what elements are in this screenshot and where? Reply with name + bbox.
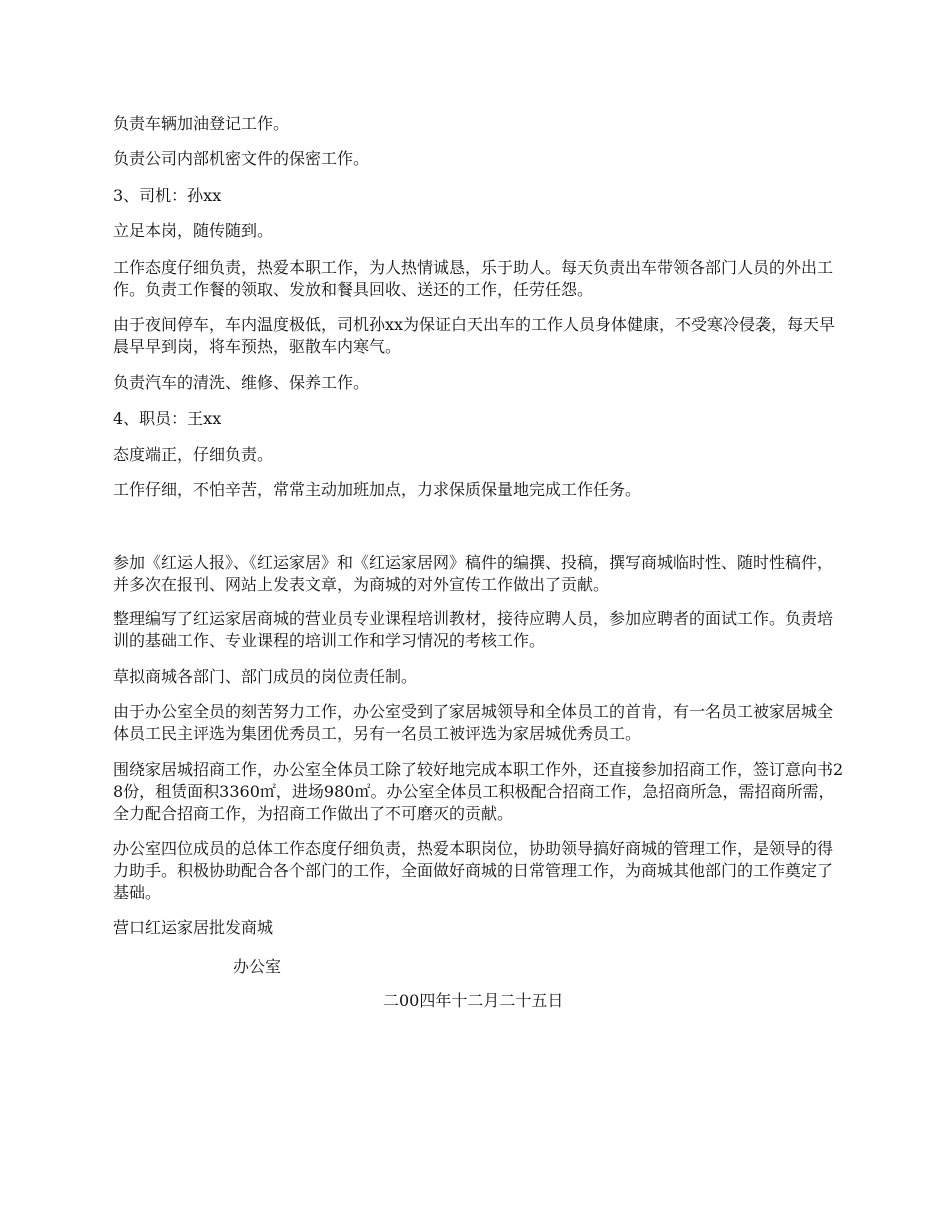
paragraph-clerk-attitude: 态度端正，仔细负责。: [113, 445, 274, 464]
signature-company: 营口红运家居批发商城: [113, 918, 274, 937]
paragraph-investment: 围绕家居城招商工作，办公室全体员工除了较好地完成本职工作外，还直接参加招商工作，签订意向书28份，租赁面积3360㎡，进场980㎡。办公室全体员工积极配合招商工作，急招商所急，需招商所需，全力配合招商工作，为招商工作做出了不可磨灭的贡献。: [113, 760, 844, 823]
paragraph-training: 整理编写了红运家居商城的营业员专业课程培训教材，接待应聘人员，参加应聘者的面试工作。负责培训的基础工作、专业课程的培训工作和学习情况的考核工作。: [113, 609, 834, 650]
signature-date: 二00四年十二月二十五日: [383, 991, 564, 1010]
paragraph-clerk-work: 工作仔细，不怕辛苦，常常主动加班加点，力求保质保量地完成工作任务。: [113, 480, 642, 499]
paragraph-publicity: 参加《红运人报》、《红运家居》和《红运家居网》稿件的编撰、投稿，撰写商城临时性、随时性稿件，并多次在报刊、网站上发表文章，为商城的对外宣传工作做出了贡献。: [113, 553, 834, 594]
paragraph-driver-winter: 由于夜间停车，车内温度极低，司机孙xx为保证白天出车的工作人员身体健康，不受寒冷侵袭，每天早晨早早到岗，将车预热，驱散车内寒气。: [113, 315, 836, 356]
heading-clerk: 4、职员：王xx: [113, 409, 222, 428]
heading-driver: 3、司机：孙xx: [113, 186, 222, 205]
paragraph-confidential-files: 负责公司内部机密文件的保密工作。: [113, 149, 370, 168]
paragraph-driver-ready: 立足本岗，随传随到。: [113, 221, 274, 240]
signature-department: 办公室: [233, 957, 282, 976]
paragraph-fuel-log: 负责车辆加油登记工作。: [113, 114, 290, 133]
paragraph-car-maintenance: 负责汽车的清洗、维修、保养工作。: [113, 373, 370, 392]
paragraph-recognition: 由于办公室全员的刻苦努力工作，办公室受到了家居城领导和全体员工的首肯，有一名员工被家居城全体员工民主评选为集团优秀员工，另有一名员工被评选为家居城优秀员工。: [113, 702, 834, 743]
paragraph-driver-attitude: 工作态度仔细负责，热爱本职工作，为人热情诚恳，乐于助人。每天负责出车带领各部门人员的外出工作。负责工作餐的领取、发放和餐具回收、送还的工作，任劳任怨。: [113, 258, 834, 299]
paragraph-responsibility-system: 草拟商城各部门、部门成员的岗位责任制。: [113, 667, 418, 686]
paragraph-summary: 办公室四位成员的总体工作态度仔细负责，热爱本职岗位，协助领导搞好商城的管理工作，是领导的得力助手。积极协助配合各个部门的工作，全面做好商城的日常管理工作，为商城其他部门的工作奠定了基础。: [113, 839, 834, 902]
